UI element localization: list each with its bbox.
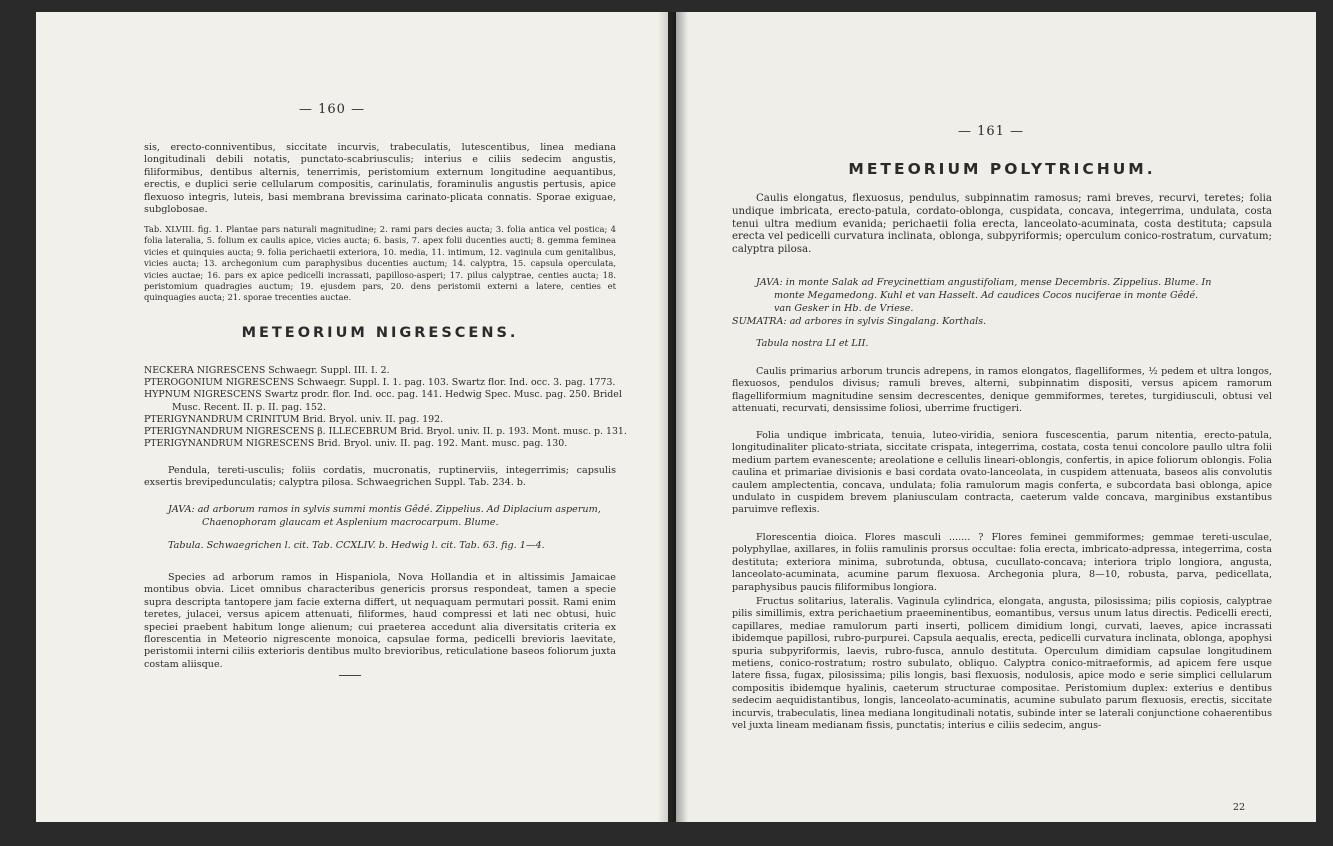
right-page — [676, 12, 1316, 822]
synonym-line: PTERIGYNANDRUM CRINITUM Brid. Bryol. univ. II. pag. 192. — [144, 413, 444, 425]
section-heading-nigrescens: METEORIUM NIGRESCENS. — [241, 325, 519, 341]
locality-line: SUMATRA: ad arbores in sylvis Singalang. Korthals. — [732, 316, 987, 327]
description-paragraph: Florescentia dioica. Flores masculi ....... ? Flores feminei gemmiformes; gemmae tereti-usculae, polyphyllae, axillares, in foliis ramulinis prorsus occultae: folia erecta, imbricato-adpressa, integerrima, costa destituta; exteriora minima, subrotunda, obtusa, cucullato-concava; interiora triplo longiora, angusta, lanceolato-acuminata, acumine parum flexuosa. Archegonia plura, 8—10, robusta, parva, pedicellata, paraphysibus paucis filiformibus longiora. — [732, 532, 1272, 593]
synonym-line: PTERIGYNANDRUM NIGRESCENS β. ILLECEBRUM Brid. Bryol. univ. II. p. 193. Mont. musc. p. 131. — [144, 426, 627, 438]
synonym-line: PTEROGONIUM NIGRESCENS Schwaegr. Suppl. I. 1. pag. 103. Swartz flor. Ind. occ. 3. pag. 1773. — [144, 377, 616, 389]
intro-paragraph: sis, erecto-conniventibus, siccitate incurvis, trabeculatis, lutescentibus, linea mediana longitudinali debili notatis, punctato-scabriusculis; interius e ciliis sedecim angustis, filiformibus, dentibus alternis, tenerrimis, peristomium externum longitudine aequantibus, erectis, e duplici serie cellularum compositis, carinulatis, foraminulis angustis pertusis, apice flexuoso integris, luteis, basi membrana brevissima carinato-plicata connatis. Sporae exiguae, subglobosae. — [144, 142, 616, 216]
synonym-list — [144, 365, 627, 450]
locality-line: JAVA: in monte Salak ad Freycinettiam angustifoliam, mense Decembris. Zippelius. Blume. In — [756, 277, 1212, 288]
signature-mark: 22 — [1232, 802, 1246, 813]
locality-line: Chaenophoram glaucam et Asplenium macrocarpum. Blume. — [202, 517, 499, 528]
description-paragraph: Fructus solitarius, lateralis. Vaginula cylindrica, elongata, angusta, pilosissima; pilis copiosis, calyptrae pilis simillimis, extra perichaetium praeeminentibus, eomantibus, versus unum latus directis. Pedicelli erecti, capillares, mediae ramulorum parti inserti, pollicem dimidium longi, curvati, laeves, apice incrassati ibidemque papillosi, rubro-purpurei. Capsula aequalis, erecta, pedicelli curvatura inclinata, oblonga, apophysi spuria subpyriformis, laevis, rubro-fusca, annulo destituta. Operculum dimidiam capsulae longitudinem metiens, conico-rostratum; rostro subulato, obliquo. Calyptra conico-mitraeformis, ad apicem fere usque latere fissa, fugax, pilosissima; pilis longis, basi flexuosis, nodulosis, apice modo e serie simplici cellularum compositis ibidemque hyalinis, caeterum structurae compositae. Peristomium duplex: exterius e dentibus sedecim aequidistantibus, longis, lanceolato-acuminatis, acumine subulato parum flexuosis, erectis, siccitate incurvis, trabeculatis, linea mediana longitudinali notatis, subinde inter se laterali conjunctione cohaerentibus vel juxta lineam medianam fissis, punctatis; interius e ciliis sedecim, angus- — [732, 596, 1272, 732]
synonym-line: Musc. Recent. II. p. II. pag. 152. — [172, 401, 326, 413]
section-heading-polytrichum: METEORIUM POLYTRICHUM. — [848, 160, 1156, 178]
locality-line: monte Megamedong. Kuhl et van Hasselt. Ad caudices Cocos nuciferae in monte Gêdé. — [774, 290, 1199, 301]
locality-line: van Gesker in Hb. de Vriese. — [774, 303, 914, 314]
page-number-right: — 161 — — [958, 124, 1025, 139]
species-diagnosis: Caulis elongatus, flexuosus, pendulus, subpinnatim ramosus; rami breves, recurvi, teretes; folia undique imbricata, erecto-patula, cordato-oblonga, cuspidata, concava, integerrima, undulata, costa tenui ultra medium evanida; perichaetii folia erecta, lanceolato-acuminata, costa destituta; capsula erecta vel pedicelli curvatura inclinata, oblonga, subpyriformis; operculum conico-rostratum, curvatum; calyptra pilosa. — [732, 193, 1272, 256]
species-discussion: Species ad arborum ramos in Hispaniola, Nova Hollandia et in altissimis Jamaicae montibus obvia. Licet omnibus characteribus genericis prorsus respondeat, tamen a specie supra descripta tantopere jam facie externa differt, ut nequaquam permutari possit. Rami enim teretes, julacei, versus apicem attenuati, filiformes, haud compressi et lati nec obtusi, huic speciei praebent habitum longe alienum; cui praeterea accedunt alia diversitatis criteria ex florescentia in Meteorio nigrescente monoica, capsulae forma, pedicelli brevioris laevitate, peristomii interni ciliis exterioris dentibus multo brevioribus, reticulatione baseos foliorum juxta costam aliisque. — [144, 572, 616, 670]
left-page — [36, 12, 668, 822]
description-paragraph: Folia undique imbricata, tenuia, luteo-viridia, seniora fuscescentia, parum nitentia, erecto-patula, longitudinaliter plicato-striata, siccitate crispata, integerrima, costata, costa tenui concolore paullo ultra folii medium partem evanescente; areolatione e cellulis lineari-oblongis, confertis, in apice foliorum oblongis. Folia caulina et primariae divisionis e basi cordata ovato-lanceolata, in cuspidem attenuata, baseos alis convolutis caulem amplectentia, concava, undulata; folia ramulorum magis conferta, e subcordata basi oblonga, apice undulato in cuspidem brevem planiusculam contracta, caeterum valde concava, marginibus exstantibus paruimve reflexis. — [732, 430, 1272, 516]
end-rule — [339, 675, 361, 676]
tabula-reference: Tabula nostra LI et LII. — [756, 338, 869, 349]
synonym-line: PTERIGYNANDRUM NIGRESCENS Brid. Bryol. univ. II. pag. 192. Mant. musc. pag. 130. — [144, 438, 568, 450]
synonym-line: HYPNUM NIGRESCENS Swartz prodr. flor. Ind. occ. pag. 141. Hedwig Spec. Musc. pag. 250. Bridel — [144, 389, 622, 401]
synonym-line: NECKERA NIGRESCENS Schwaegr. Suppl. III. I. 2. — [144, 365, 390, 376]
tabula-reference: Tabula. Schwaegrichen l. cit. Tab. CCXLIV. b. Hedwig l. cit. Tab. 63. fig. 1—4. — [168, 540, 545, 551]
description-paragraph: Caulis primarius arborum truncis adrepens, in ramos elongatos, flagelliformes, ½ pedem et ultra longos, flexuosos, pendulos divisus; ramuli breves, alterni, subpinnatim dispositi, versus apicem ramorum flagelliformium magnitudine sensim decrescentes, denique gemmiformes, teretes, turgidiusculi, obtusi vel attenuati, recurvati, densissime foliosi, uberrime fructigeri. — [732, 366, 1272, 415]
page-number-left: — 160 — — [299, 102, 366, 117]
locality-line: JAVA: ad arborum ramos in sylvis summi montis Gêdé. Zippelius. Ad Diplacium asperum, — [168, 504, 601, 515]
species-diagnosis: Pendula, tereti-usculis; foliis cordatis, mucronatis, ruptinerviis, integerrimis; capsulis exsertis brevipedunculatis; calyptra pilosa. Schwaegrichen Suppl. Tab. 234. b. — [144, 465, 616, 489]
tab-note: Tab. XLVIII. fig. 1. Plantae pars naturali magnitudine; 2. rami pars decies aucta; 3. folia antica vel postica; 4 folia lateralia, 5. folium ex caulis apice, vicies aucta; 6. basis, 7. apex folii ducenties aucti; 8. gemma feminea vicies et quinquies aucta; 9. folia perichaetii exteriora, 10. media, 11. intimum, 12. vaginula cum genitalibus, vicies aucta; 13. archegonium cum paraphysibus ducenties auctum; 14. calyptra, 15. capsula operculata, vicies auctae; 16. pars ex apice pedicelli incrassati, papilloso-asperi; 17. pilus calyptrae, centies aucta; 18. peristomium quadragies auctum; 19. ejusdem pars, 20. dens peristomii externi a latere, centies et quinquagies aucta; 21. sporae trecenties auctae. — [144, 224, 616, 303]
